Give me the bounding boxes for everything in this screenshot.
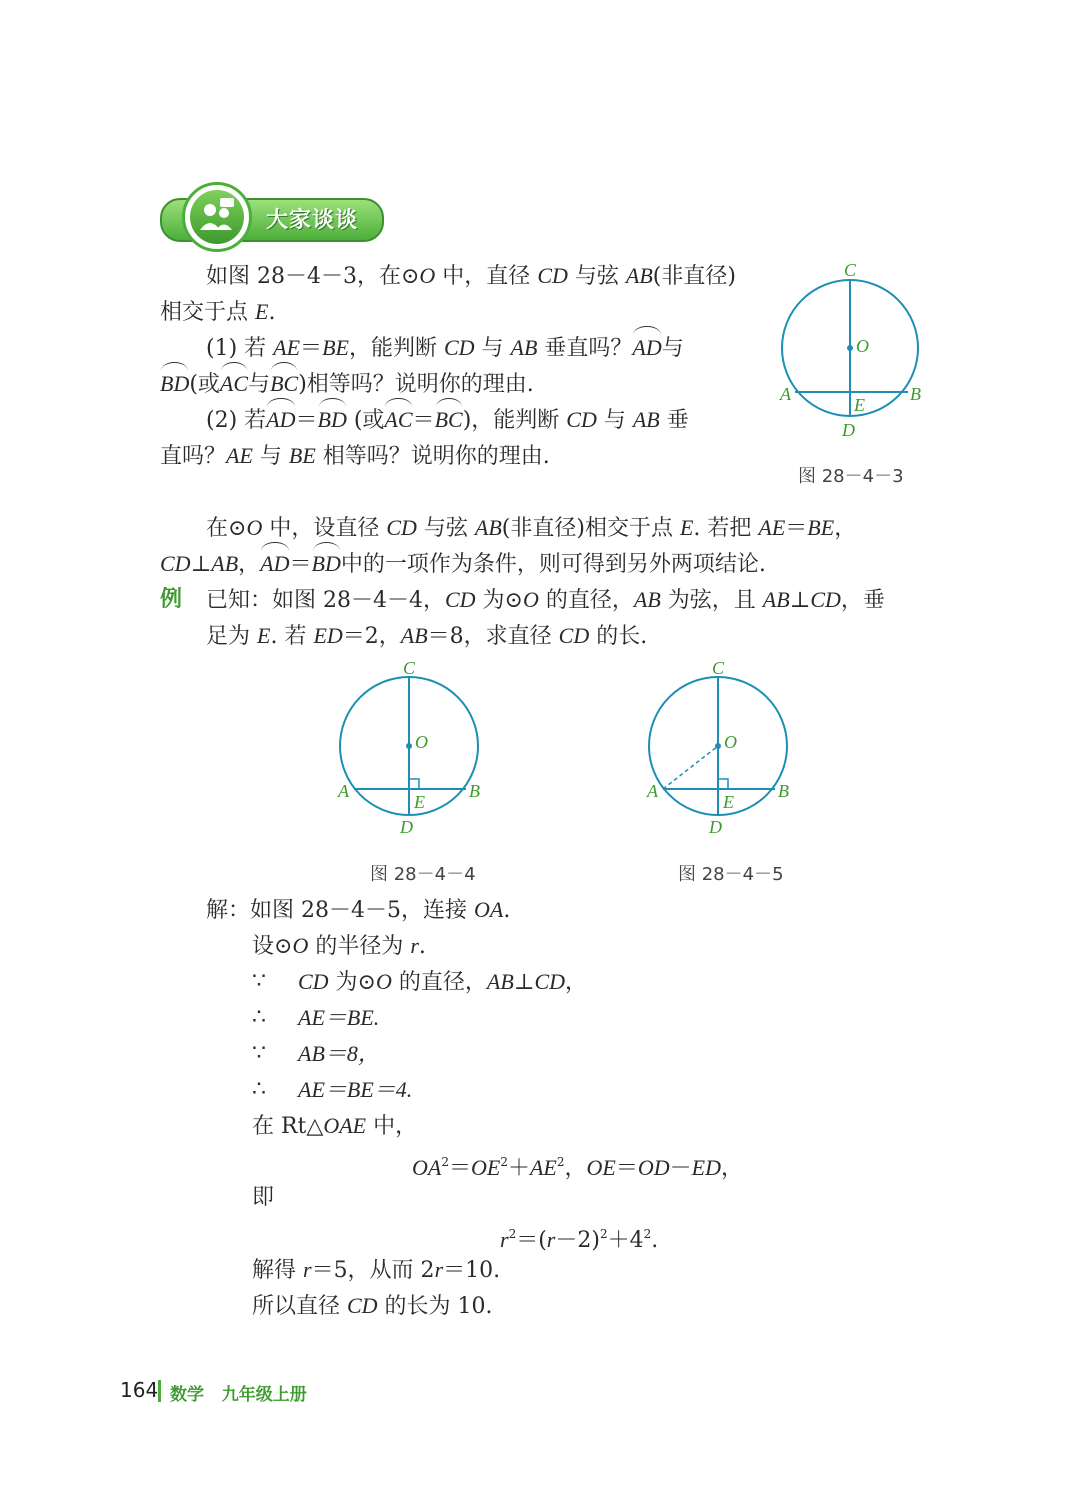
figure-28-4-3 <box>770 258 940 448</box>
footer-book-title: 数学 九年级上册 <box>170 1385 307 1405</box>
discussion-badge <box>182 182 252 252</box>
example-line-2: 足为 E. 若 ED＝2，AB＝8，求直径 CD 的长. <box>206 623 648 649</box>
figure-28-4-5 <box>638 655 808 845</box>
center-point <box>406 743 412 749</box>
solution-ji: 即 <box>252 1185 275 1210</box>
because-symbol-1: ∵ <box>252 969 266 994</box>
equation-1: $OA^2=OE^2+AE^2$，OE＝OD－ED， <box>412 1155 743 1181</box>
label-d: D <box>400 817 413 837</box>
figure-28-4-4 <box>330 655 500 845</box>
segment-oa <box>663 746 718 789</box>
solution-line-2: 设⊙O 的半径为 r. <box>252 933 426 959</box>
solution-line-8: 解得 r＝5，从而 2r＝10. <box>252 1257 501 1283</box>
label-e: E <box>723 792 734 812</box>
right-angle-mark <box>409 779 419 789</box>
solution-line-6: AE＝BE＝4. <box>298 1077 413 1102</box>
example-label: 例 <box>160 587 183 612</box>
banner-title: 大家谈谈 <box>266 208 359 233</box>
label-b: B <box>778 781 789 801</box>
question-1-line-1: (1) 若 AE＝BE，能判断 CD 与 AB 垂直吗？AD与 <box>206 330 684 367</box>
label-e: E <box>414 792 425 812</box>
solution-line-5: AB＝8， <box>298 1041 380 1066</box>
example-line-1: 已知：如图 28－4－4，CD 为⊙O 的直径，AB 为弦，且 AB⊥CD，垂 <box>206 587 885 613</box>
caption-28-4-5: 图 28－4－5 <box>678 864 784 885</box>
label-a: A <box>338 781 349 801</box>
label-o: O <box>856 336 869 356</box>
label-b: B <box>910 384 921 404</box>
label-d: D <box>842 420 855 440</box>
statement-line-1: 在⊙O 中，设直径 CD 与弦 AB(非直径)相交于点 E. 若把 AE＝BE， <box>206 515 857 541</box>
discussion-line-2: 相交于点 E. <box>160 299 276 325</box>
label-c: C <box>844 260 857 280</box>
solution-line-4: AE＝BE. <box>298 1005 380 1030</box>
because-symbol-2: ∵ <box>252 1041 266 1066</box>
label-d: D <box>709 817 722 837</box>
question-2-line-1: (2) 若AD＝BD (或AC＝BC)，能判断 CD 与 AB 垂 <box>206 402 689 439</box>
question-2-line-2: 直吗？AE 与 BE 相等吗？说明你的理由. <box>160 443 550 469</box>
equation-2: $r^2=(r-2)^2+4^2$. <box>500 1227 659 1253</box>
label-a: A <box>647 781 658 801</box>
therefore-symbol-2: ∴ <box>252 1077 266 1102</box>
label-c: C <box>712 658 725 678</box>
therefore-symbol-1: ∴ <box>252 1005 266 1030</box>
solution-line-9: 所以直径 CD 的长为 10. <box>252 1293 493 1319</box>
caption-28-4-4: 图 28－4－4 <box>370 864 476 885</box>
center-point <box>715 743 721 749</box>
right-angle-mark <box>718 779 728 789</box>
label-o: O <box>724 732 737 752</box>
label-a: A <box>780 384 791 404</box>
solution-line-1: 解：如图 28－4－5，连接 OA. <box>206 897 511 923</box>
caption-28-4-3: 图 28－4－3 <box>798 466 904 487</box>
solution-line-3: CD 为⊙O 的直径，AB⊥CD， <box>298 969 588 995</box>
question-1-line-2: BD(或AC与BC)相等吗？说明你的理由. <box>160 366 534 403</box>
discussion-line-1: 如图 28－4－3，在⊙O 中，直径 CD 与弦 AB(非直径) <box>206 263 736 289</box>
page-number: 164 <box>120 1378 159 1402</box>
solution-line-7: 在 Rt△OAE 中， <box>252 1113 418 1139</box>
footer-divider <box>158 1380 161 1402</box>
section-banner <box>158 182 384 252</box>
center-point <box>847 345 853 351</box>
label-b: B <box>469 781 480 801</box>
label-e: E <box>854 395 865 415</box>
label-c: C <box>403 658 416 678</box>
people-icon <box>190 190 244 244</box>
statement-line-2: CD⊥AB，AD＝BD中的一项作为条件，则可得到另外两项结论. <box>160 546 766 583</box>
label-o: O <box>415 732 428 752</box>
